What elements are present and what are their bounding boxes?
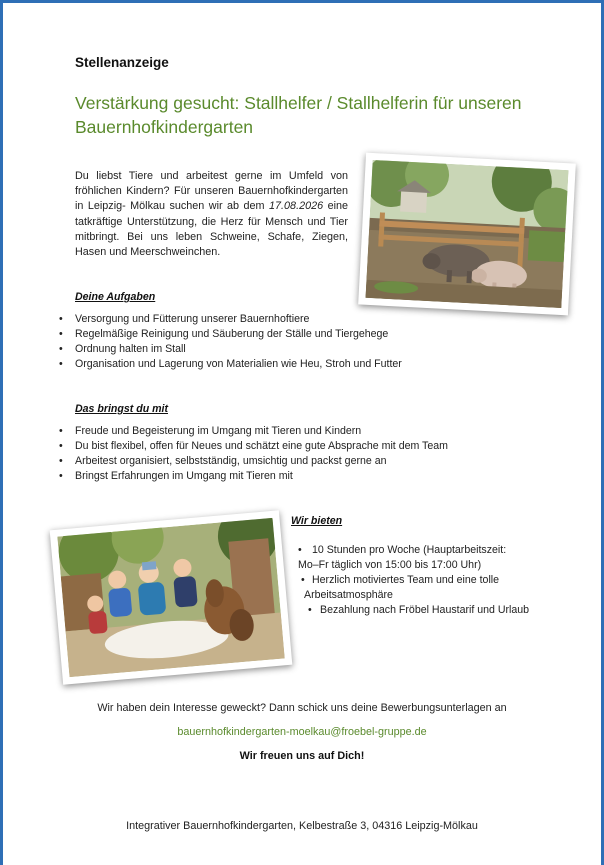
- requirements-heading: Das bringst du mit: [75, 403, 168, 415]
- bullet-icon: •: [298, 544, 302, 556]
- bullet-icon: •: [301, 574, 305, 586]
- intro-paragraph: [75, 169, 348, 260]
- pigs-photo: [358, 153, 576, 316]
- offer-item-continued: [298, 588, 558, 603]
- document-label: Stellenanzeige: [75, 55, 169, 70]
- requirement-item: • Bringst Erfahrungen im Umgang mit Tieren mit: [59, 469, 559, 484]
- tasks-list: [59, 312, 539, 372]
- children-goat-photo: [50, 510, 293, 684]
- cta-text: Wir haben dein Interesse geweckt? Dann schick uns deine Bewerbungsunterlagen an: [97, 702, 507, 714]
- requirements-list: [59, 424, 559, 484]
- children-goat-photo-image: [57, 518, 284, 677]
- offer-item: [298, 543, 558, 558]
- thanks-message: Wir freuen uns auf Dich!: [239, 750, 365, 762]
- task-item: • Regelmäßige Reinigung und Säuberung der Ställe und Tiergehege: [59, 327, 539, 342]
- offer-item-continued: [298, 558, 558, 573]
- offer-item-line1: Herzlich motiviertes Team und eine tolle: [312, 574, 500, 586]
- bullet-icon: •: [308, 604, 312, 616]
- footer-address: Integrativer Bauernhofkindergarten, Kelbestraße 3, 04316 Leipzig-Mölkau: [126, 820, 478, 832]
- offer-item-line2: Mo–Fr täglich von 15:00 bis 17:00 Uhr): [298, 559, 482, 571]
- tasks-heading: Deine Aufgaben: [75, 291, 156, 303]
- task-item: • Versorgung und Fütterung unserer Bauernhoftiere: [59, 312, 539, 327]
- intro-text-2: eine tatkräftige Unterstützung, die Herz für Mensch und Tier mitbringt. Bei uns leben Schweine, Schafe, Ziegen, Hasen und Meerschweinchen.: [75, 200, 348, 259]
- intro-text-1: Du liebst Tiere und arbeitest gerne im Umfeld von fröhlichen Kindern? Für unseren Bauernhofkindergarten in Leipzig- Mölkau suchen wir ab dem: [75, 170, 348, 213]
- job-title: Verstärkung gesucht: Stallhelfer / Stallhelferin für unseren Bauernhofkindergarten: [75, 93, 522, 137]
- offer-item: [298, 573, 558, 588]
- requirement-item: • Arbeitest organisiert, selbstständig, umsichtig und packst gerne an: [59, 454, 559, 469]
- contact-email-link[interactable]: bauernhofkindergarten-moelkau@froebel-gruppe.de: [177, 726, 427, 738]
- pigs-photo-image: [366, 160, 569, 308]
- task-item: • Organisation und Lagerung von Materialien wie Heu, Stroh und Futter: [59, 357, 539, 372]
- offer-item-line1: Bezahlung nach Fröbel Haustarif und Urlaub: [320, 604, 530, 616]
- offer-heading: Wir bieten: [291, 515, 343, 527]
- offer-list: [298, 543, 558, 618]
- requirement-item: • Freude und Begeisterung im Umgang mit Tieren und Kindern: [59, 424, 559, 439]
- task-item: • Ordnung halten im Stall: [59, 342, 539, 357]
- start-date: 17.08.2026: [269, 200, 324, 213]
- requirement-item: • Du bist flexibel, offen für Neues und schätzt eine gute Absprache mit dem Team: [59, 439, 559, 454]
- offer-item-line2: Arbeitsatmosphäre: [304, 589, 393, 601]
- offer-item-line1: 10 Stunden pro Woche (Hauptarbeitszeit:: [312, 544, 507, 556]
- offer-item: [298, 603, 558, 618]
